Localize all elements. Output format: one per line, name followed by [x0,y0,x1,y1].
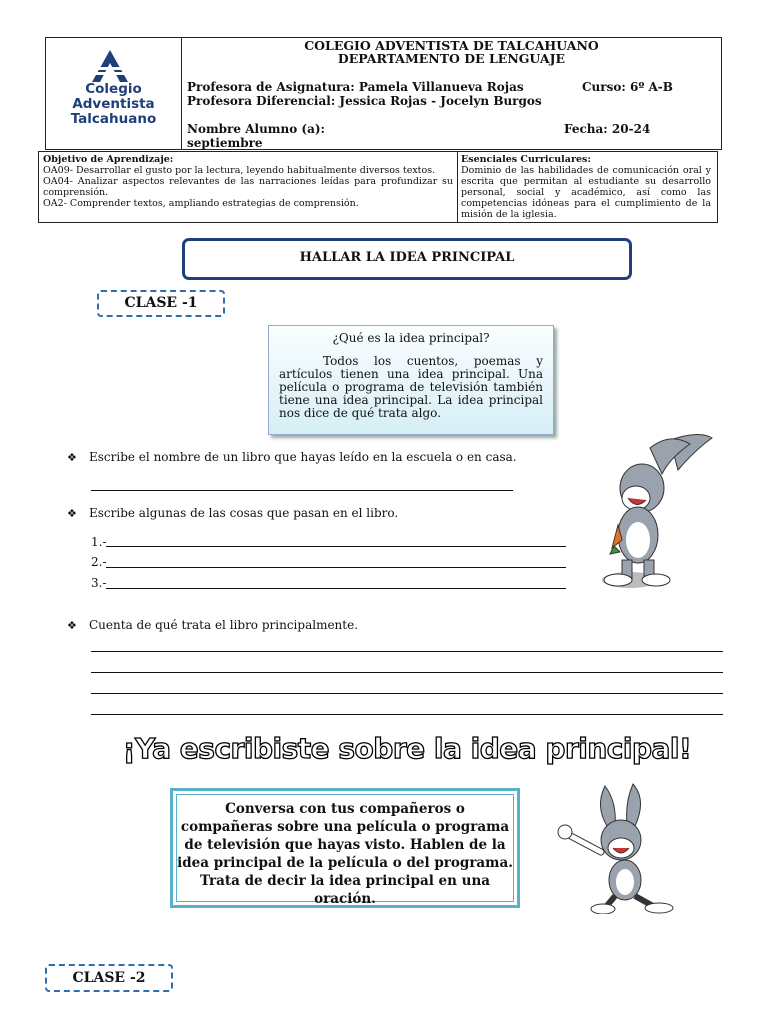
student-name-label: Nombre Alumno (a): [187,122,325,136]
logo-line-3: Talcahuano [70,111,157,127]
conversation-box [170,788,520,908]
diff-teacher-line: Profesora Diferencial: Jessica Rojas - Jocelyn Burgos [187,94,542,108]
teacher-line: Profesora de Asignatura: Pamela Villanueva Rojas [187,80,524,94]
objective-oa04: OA04- Analizar aspectos relevantes de las narraciones leídas para profundizar su comprensión. [43,176,453,198]
objectives-title: Objetivo de Aprendizaje: [43,154,174,165]
date-label: Fecha: 20-24 [564,122,651,136]
page-title: HALLAR LA IDEA PRINCIPAL [182,238,632,280]
bullet-1: ❖ Escribe el nombre de un libro que hayas leído en la escuela o en casa. [67,450,517,464]
answer-line-summary-3[interactable] [91,693,723,694]
idea-principal-banner: ¡Ya escribiste sobre la idea principal! [122,732,692,765]
info-text: Todos los cuentos, poemas y artículos tienen una idea principal. Una película o programa de televisión también tiene una idea principal. La idea principal nos dice de qué trata algo. [279,354,543,420]
bugs-bunny-illustration-1 [600,430,718,590]
school-logo-icon [90,50,130,82]
answer-line-2[interactable] [106,567,566,568]
diamond-bullet-icon: ❖ [67,451,77,464]
item-number-3: 3.- [91,576,107,590]
item-number-1: 1.- [91,535,107,549]
answer-line-book-name[interactable] [91,490,513,491]
table-divider [457,152,458,222]
school-name: COLEGIO ADVENTISTA DE TALCAHUANO [304,38,599,53]
idea-principal-info-box [268,325,554,435]
course-line: Curso: 6º A-B [582,80,673,94]
clase-1-label: CLASE -1 [97,290,225,317]
conversation-text: Conversa con tus compañeros o compañeras sobre una película o programa de televisión que hayas visto. Hablen de la idea principal de la película o del programa. Trata de decir la idea principal en una oración. [176,794,514,902]
essentials-text: Dominio de las habilidades de comunicación oral y escrita que permitan al estudiante su desarrollo personal, social y académico, así como las competencias idóneas para el cumplimiento de la misión de la iglesia. [461,165,711,220]
answer-line-summary-2[interactable] [91,672,723,673]
objective-oa09: OA09- Desarrollar el gusto por la lectura, leyendo habitualmente diversos textos. [43,165,436,176]
objectives-table [38,151,718,223]
bullet-3: ❖ Cuenta de qué trata el libro principalmente. [67,618,359,632]
answer-line-summary-4[interactable] [91,714,723,715]
logo-line-2: Adventista [72,96,155,112]
clase-2-label: CLASE -2 [45,964,173,992]
header-table [45,37,722,150]
school-logo [46,38,182,149]
item-number-2: 2.- [91,555,107,569]
essentials-title: Esenciales Curriculares: [461,154,591,165]
answer-line-summary-1[interactable] [91,651,723,652]
answer-line-1[interactable] [106,546,566,547]
objective-oa2: OA2- Comprender textos, ampliando estrategias de comprensión. [43,198,359,209]
date-month: septiembre [187,136,263,150]
bugs-bunny-illustration-2 [555,782,685,914]
bullet-2: ❖ Escribe algunas de las cosas que pasan en el libro. [67,506,399,520]
logo-line-1: Colegio [85,81,142,97]
diamond-bullet-icon: ❖ [67,507,77,520]
info-question: ¿Qué es la idea principal? [332,331,490,345]
department-name: DEPARTAMENTO DE LENGUAJE [337,51,566,66]
diamond-bullet-icon: ❖ [67,619,77,632]
answer-line-3[interactable] [106,588,566,589]
